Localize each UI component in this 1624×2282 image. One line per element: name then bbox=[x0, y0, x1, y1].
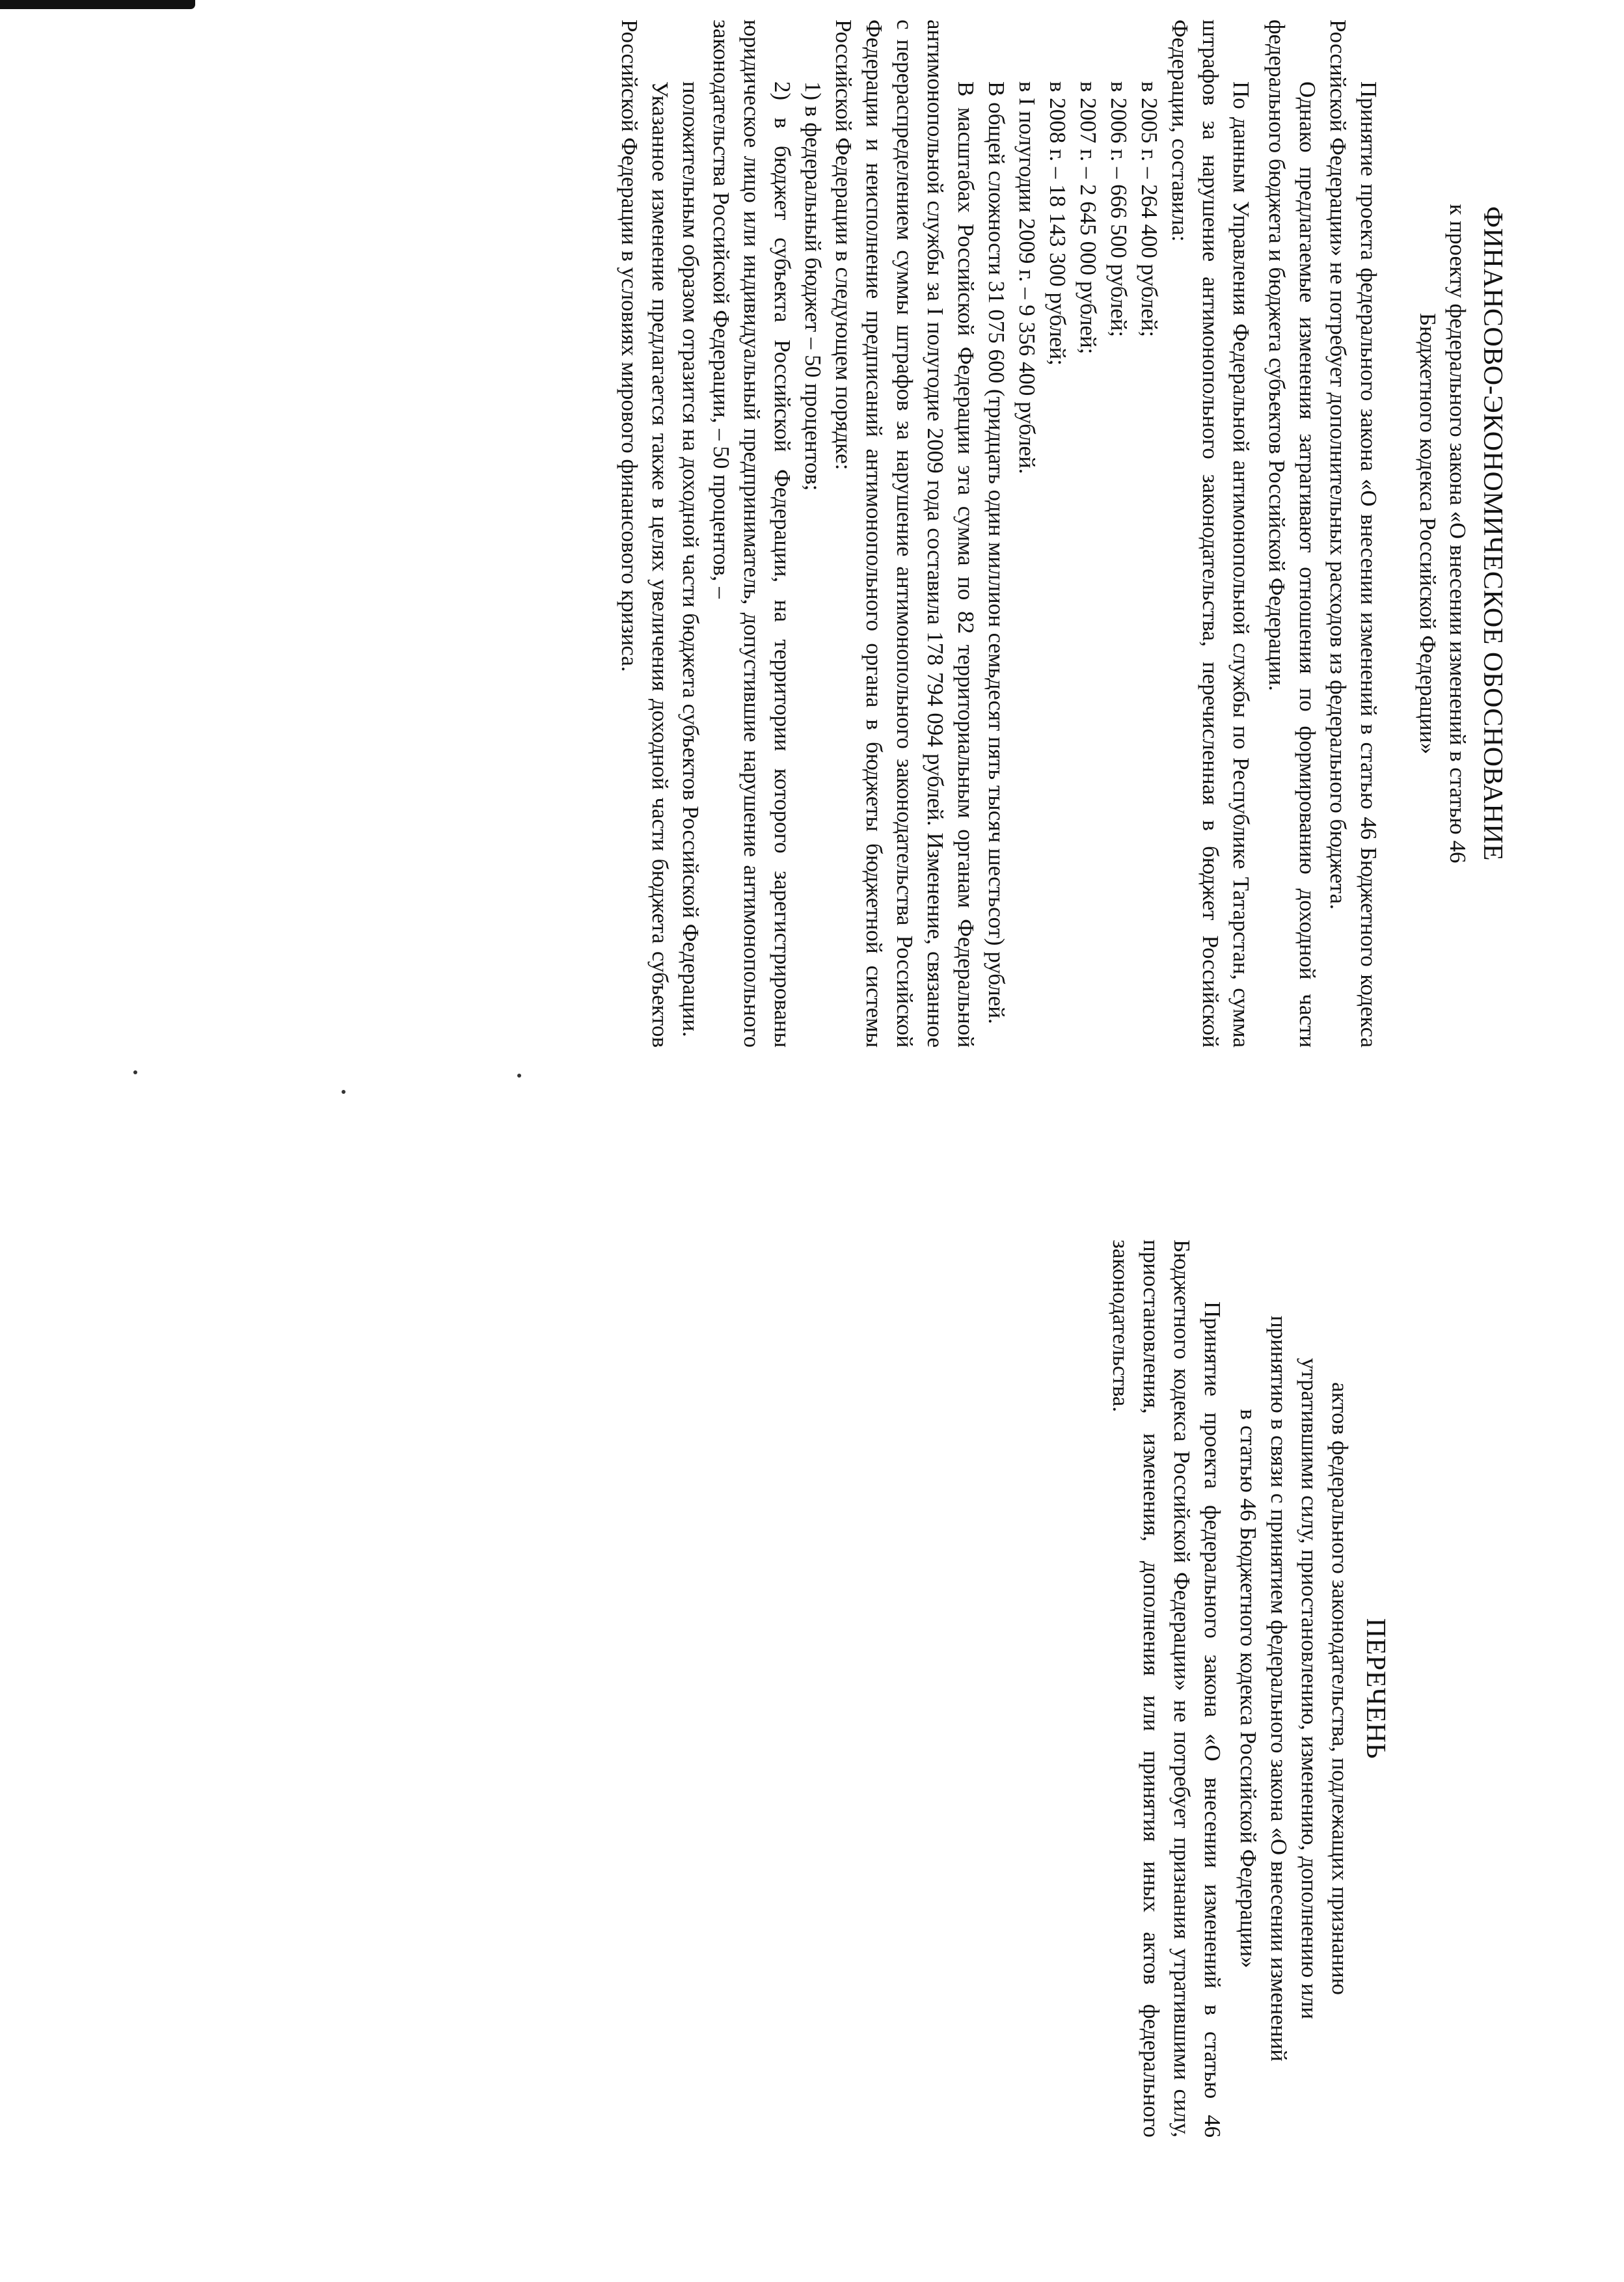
list-subtitle-line-2: утратившими силу, приостановлению, изменению, дополнению или bbox=[1297, 1357, 1322, 2020]
justification-paragraph-crisis: Указанное изменение предлагается также в целях увеличения доходной части бюджета субъектов Российской Федерации в условиях мирового финансового кризиса. bbox=[617, 20, 673, 1048]
justification-title: ФИНАНСОВО-ЭКОНОМИЧЕСКОЕ ОБОСНОВАНИЕ bbox=[1478, 206, 1508, 862]
distribution-item-federal: 1) в федеральный бюджет – 50 процентов; bbox=[800, 81, 826, 491]
fine-amount-year: в 2007 г. – 2 645 000 рублей; bbox=[1076, 81, 1101, 355]
financial-justification bbox=[614, 20, 1510, 1048]
fine-amount-year: в 2008 г. – 18 143 300 рублей; bbox=[1045, 81, 1070, 366]
list-subtitle-line-4: в статью 46 Бюджетного кодекса Российской Федерации» bbox=[1236, 1409, 1261, 1968]
justification-paragraph-federal-scale: В масштабах Российской Федерации эта сумма по 82 территориальным органам Федеральной антимонопольной службы за I полугодие 2009 года составила 178 794 094 рублей. Изменение, связанное с перераспределением суммы штрафов за нарушение антимонопольного законодательства Российской Федерации и неисполнение предписаний антимонопольного органа в бюджеты бюджетной системы Российской Федерации в следующем порядке: bbox=[831, 20, 979, 1048]
justification-subtitle-line-1: к проекту федерального закона «О внесении изменений в статью 46 bbox=[1445, 204, 1470, 863]
justification-subtitle-line-2: Бюджетного кодекса Российской Федерации» bbox=[1415, 312, 1441, 755]
justification-paragraph-fines-data: По данным Управления Федеральной антимонопольной службы по Республике Татарстан, сумма штрафов за нарушение антимонопольного законодательства, перечисленная в бюджет Российской Федерации, составила: bbox=[1167, 20, 1254, 1048]
list-paragraph: Принятие проекта федерального закона «О внесении изменений в статью 46 Бюджетного кодекса Российской Федерации» не потребует признания утратившими силу, приостановления, изменения, дополнения или принятия иных актов федерального законодательства. bbox=[1108, 1240, 1225, 2138]
justification-paragraph-budget-expenses: Принятие проекта федерального закона «О внесении изменений в статью 46 Бюджетного кодекса Российской Федерации» не потребует дополнительных расходов из федерального бюджета. bbox=[1325, 20, 1381, 1048]
list-subtitle-line-1: актов федерального законодательства, подлежащих признанию bbox=[1327, 1382, 1353, 1995]
list-subtitle-line-3: принятию в связи с принятием федерального закона «О внесении изменений bbox=[1266, 1315, 1292, 2062]
fine-amount-year: в I полугодии 2009 г. – 9 356 400 рублей. bbox=[1014, 81, 1040, 474]
list-title: ПЕРЕЧЕНЬ bbox=[1360, 1618, 1390, 1759]
justification-paragraph-positive-effect: положительным образом отразится на доходной части бюджета субъектов Российской Федерации. bbox=[678, 81, 703, 1037]
acts-list bbox=[1105, 1240, 1393, 2138]
scan-speck bbox=[133, 1070, 137, 1074]
fine-amount-year: в 2006 г. – 666 500 рублей; bbox=[1106, 81, 1131, 338]
scan-speck bbox=[517, 1074, 521, 1078]
distribution-item-regional: 2) в бюджет субъекта Российской Федерации, на территории которого зарегистрированы юридическое лицо или индивидуальный предприниматель, допустившие нарушение антимонопольного законодательства Российской Федерации, – 50 процентов, – bbox=[709, 20, 795, 1048]
justification-paragraph-revenue-relations: Однако предлагаемые изменения затрагивают отношения по формированию доходной части федерального бюджета и бюджета субъектов Российской Федерации. bbox=[1264, 20, 1320, 1048]
scan-speck bbox=[342, 1090, 345, 1094]
fine-amount-year: в 2005 г. – 264 400 рублей; bbox=[1137, 81, 1162, 338]
fines-total: В общей сложности 31 075 600 (тридцать один миллион семьдесят пять тысяч шестьсот) рублей. bbox=[984, 81, 1009, 1024]
